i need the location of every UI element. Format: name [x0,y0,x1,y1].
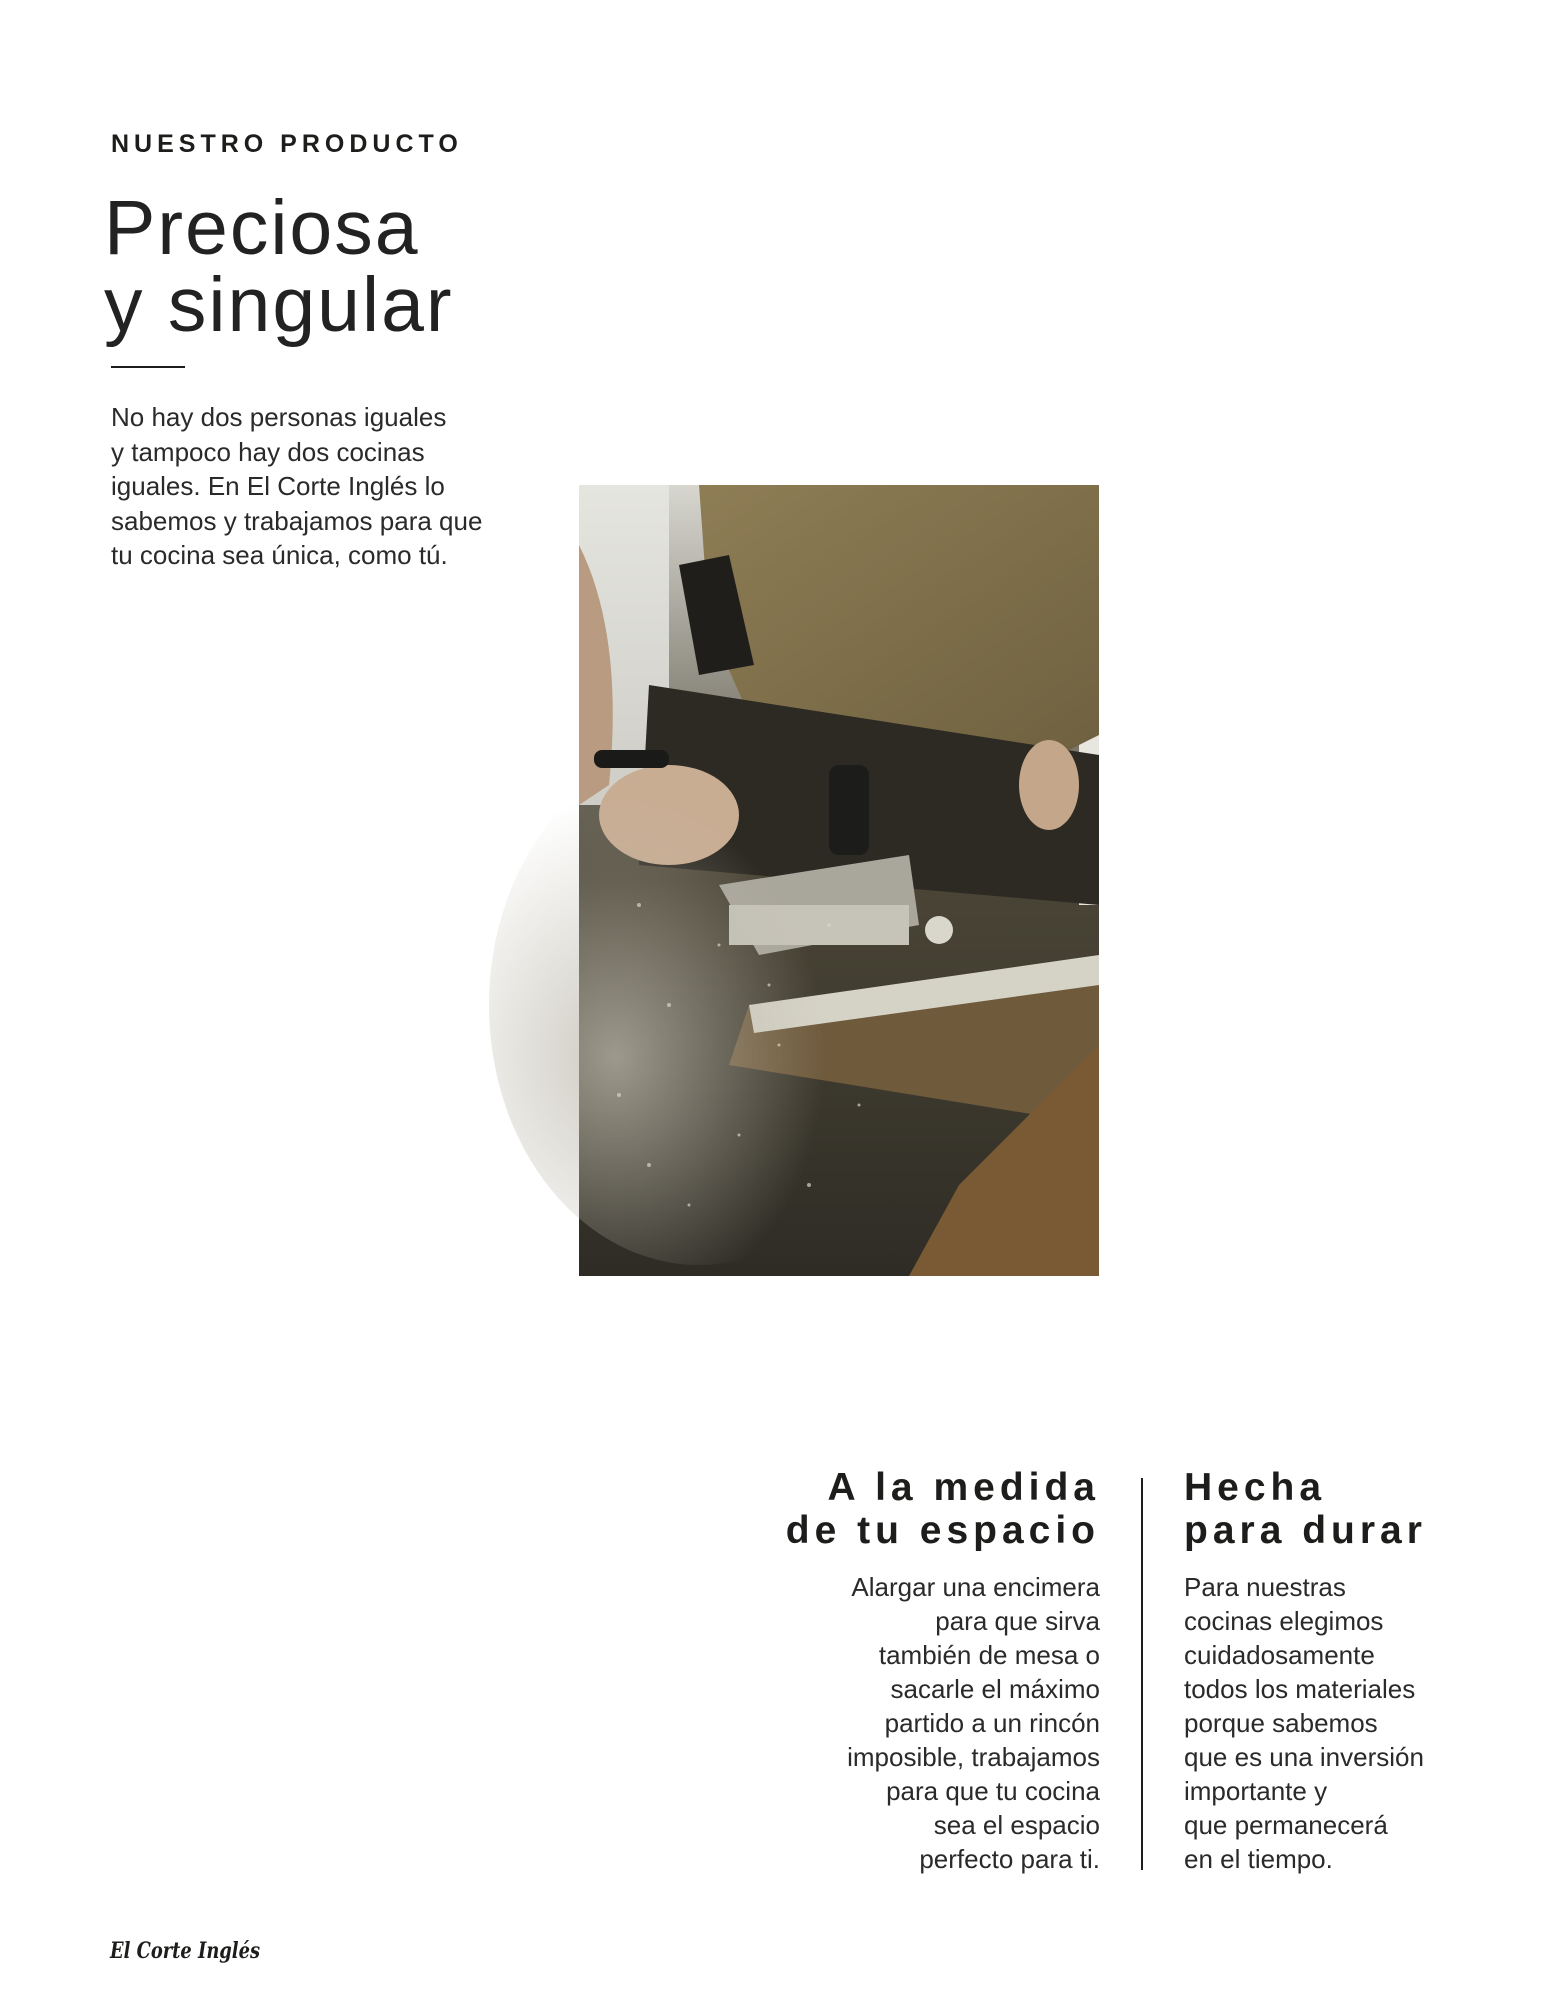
left-column-body [847,1570,1100,1876]
right-column-body [1184,1570,1424,1876]
body-line: en el tiempo. [1184,1844,1333,1874]
body-line: cocinas elegimos [1184,1606,1384,1636]
carpenter-photo [579,485,1099,1276]
body-line: sea el espacio [933,1810,1100,1840]
title-line: y singular [104,262,454,348]
page-title [104,185,454,348]
carpenter-cutting-wood-image [579,485,1099,1276]
intro-line: No hay dos personas iguales [111,402,447,432]
logo-wordmark: El Corte Inglés [109,1938,261,1964]
body-line: que permanecerá [1184,1810,1388,1840]
heading-line: de tu espacio [785,1509,1100,1552]
body-line: para que sirva [935,1606,1100,1636]
body-line: importante y [1184,1776,1328,1806]
body-line: todos los materiales [1184,1674,1416,1704]
body-line: perfecto para ti. [919,1844,1100,1874]
intro-paragraph [111,400,551,573]
body-line: partido a un rincón [884,1708,1100,1738]
intro-line: y tampoco hay dos cocinas [111,436,425,467]
title-line: Preciosa [104,185,420,271]
brand-logo-icon [110,1930,266,1970]
heading-line: Hecha [1184,1466,1327,1509]
body-line: Para nuestras [1184,1572,1346,1602]
body-line: que es una inversión [1184,1742,1424,1772]
body-line: también de mesa o [878,1640,1100,1670]
title-underline-divider [111,366,185,368]
intro-line: tu cocina sea única, como tú. [111,540,448,570]
heading-line: A la medida [827,1466,1100,1509]
el-corte-ingles-logo [110,1930,266,1970]
intro-line: sabemos y trabajamos para que [111,505,483,536]
body-line: Alargar una encimera [851,1572,1100,1602]
right-column-heading [1184,1466,1427,1552]
body-line: para que tu cocina [886,1776,1100,1806]
left-column-heading [786,1466,1100,1552]
body-line: imposible, trabajamos [847,1742,1100,1772]
body-line: porque sabemos [1184,1708,1378,1738]
heading-line: para durar [1184,1509,1427,1552]
section-eyebrow: NUESTRO PRODUCTO [111,130,463,158]
column-divider [1141,1478,1143,1870]
body-line: cuidadosamente [1184,1640,1375,1670]
intro-line: iguales. En El Corte Inglés lo [111,471,445,501]
body-line: sacarle el máximo [890,1674,1100,1704]
